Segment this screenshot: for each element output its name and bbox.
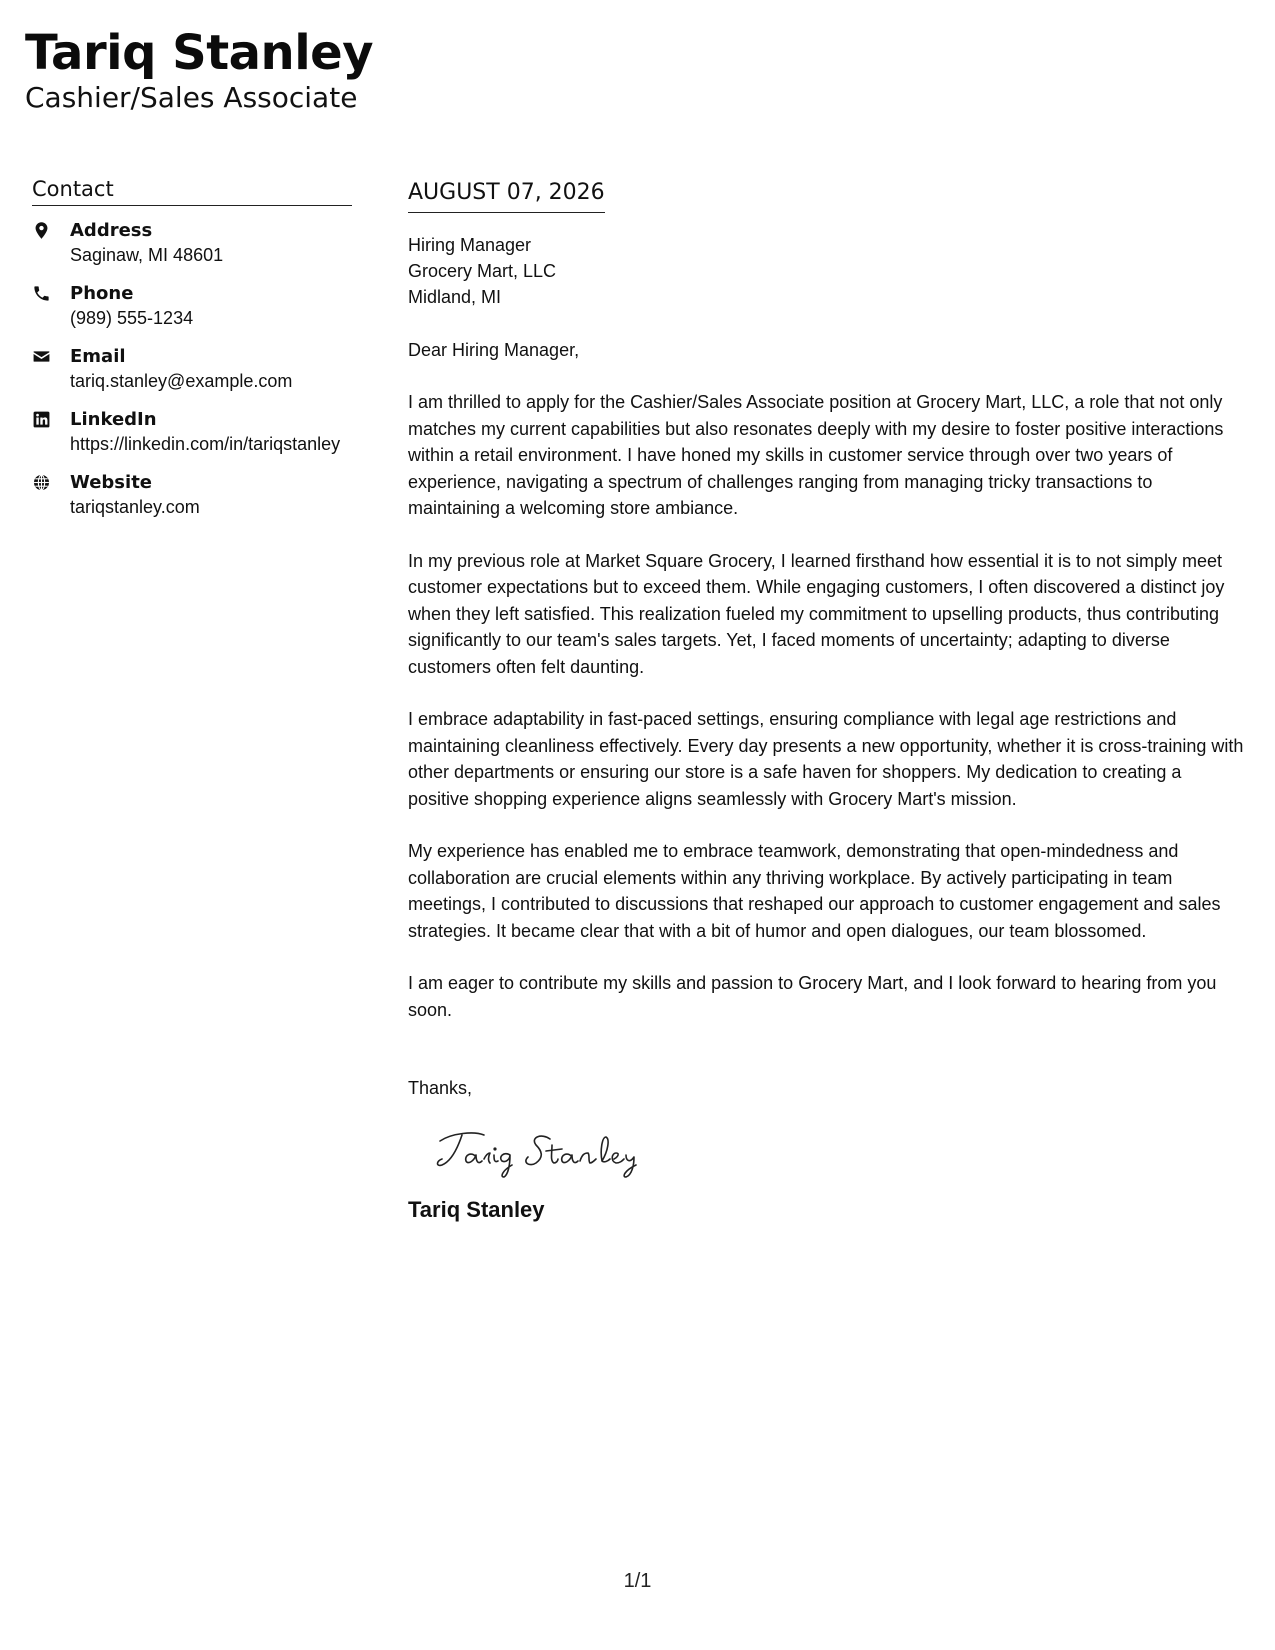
recipient-line: Hiring Manager <box>408 235 532 255</box>
envelope-icon <box>32 344 70 366</box>
contact-value-email[interactable]: tariq.stanley@example.com <box>70 371 293 391</box>
letter-paragraph <box>408 706 1246 812</box>
paragraph-text: I am thrilled to apply for the Cashier/Sales Associate position at Grocery Mart, LLC, a role that not only matches my current capabilities but also resonates deeply with my desire to foster positive interactions within a retail environment. I have honed my skills in customer service through over two years of experience, navigating a spectrum of challenges ranging from managing tricky transactions to maintaining a welcoming store ambiance. <box>408 392 1224 518</box>
recipient-line: Midland, MI <box>408 287 502 307</box>
paragraph-text: I am eager to contribute my skills and passion to Grocery Mart, and I look forward to hearing from you soon. <box>408 973 1217 1020</box>
contact-label: Address <box>70 220 153 241</box>
letter-body <box>408 178 1246 1225</box>
letter-paragraph <box>408 548 1246 681</box>
contact-item-linkedin <box>32 407 352 457</box>
applicant-name: Tariq Stanley <box>25 25 374 81</box>
contact-sidebar <box>32 175 352 533</box>
recipient-block <box>408 232 1246 310</box>
contact-heading: Contact <box>32 175 352 206</box>
signed-name: Tariq Stanley <box>408 1197 545 1222</box>
paragraph-text: In my previous role at Market Square Grocery, I learned firsthand how essential it is to not simply meet customer expectations but to exceed them. While engaging customers, I often discovered a distinct joy when they left satisfied. This realization fueled my commitment to upselling products, thus contributing significantly to our team's sales targets. Yet, I faced moments of uncertainty; adapting to diverse customers often felt daunting. <box>408 550 1225 677</box>
contact-label: Email <box>70 346 126 367</box>
contact-value-website[interactable]: tariqstanley.com <box>70 497 200 517</box>
contact-item-email <box>32 344 352 394</box>
globe-icon <box>32 470 70 492</box>
letter-paragraph <box>408 970 1246 1023</box>
page-number: 1/1 <box>623 1570 652 1592</box>
letter-paragraph <box>408 389 1246 522</box>
map-pin-icon <box>32 218 70 240</box>
salutation: Dear Hiring Manager, <box>408 340 580 360</box>
contact-value-linkedin[interactable]: https://linkedin.com/in/tariqstanley <box>70 434 341 454</box>
contact-label: Website <box>70 472 153 493</box>
contact-value-phone: (989) 555-1234 <box>70 308 194 328</box>
letter-paragraph <box>408 838 1246 944</box>
linkedin-icon <box>32 407 70 429</box>
recipient-line: Grocery Mart, LLC <box>408 261 557 281</box>
applicant-job-title: Cashier/Sales Associate <box>25 81 358 114</box>
contact-label: LinkedIn <box>70 409 157 430</box>
contact-item-website <box>32 470 352 520</box>
paragraph-text: I embrace adaptability in fast-paced settings, ensuring compliance with legal age restrictions and maintaining cleanliness effectively. Every day presents a new opportunity, whether it is cross-training with other departments or ensuring our store is a safe haven for shoppers. My dedication to creating a positive shopping experience aligns seamlessly with Grocery Mart's mission. <box>408 709 1244 809</box>
closing: Thanks, <box>408 1078 473 1098</box>
paragraph-text: My experience has enabled me to embrace teamwork, demonstrating that open-mindedness and collaboration are crucial elements within any thriving workplace. By actively participating in team meetings, I contributed to discussions that reshaped our approach to customer engagement and sales strategies. It became clear that with a bit of humor and open dialogues, our team blossomed. <box>408 841 1221 941</box>
contact-value-address: Saginaw, MI 48601 <box>70 245 224 265</box>
contact-item-address <box>32 218 352 268</box>
letter-date: AUGUST 07, 2026 <box>408 178 605 213</box>
phone-icon <box>32 281 70 303</box>
handwritten-signature <box>432 1121 662 1181</box>
contact-item-phone <box>32 281 352 331</box>
contact-label: Phone <box>70 283 134 304</box>
